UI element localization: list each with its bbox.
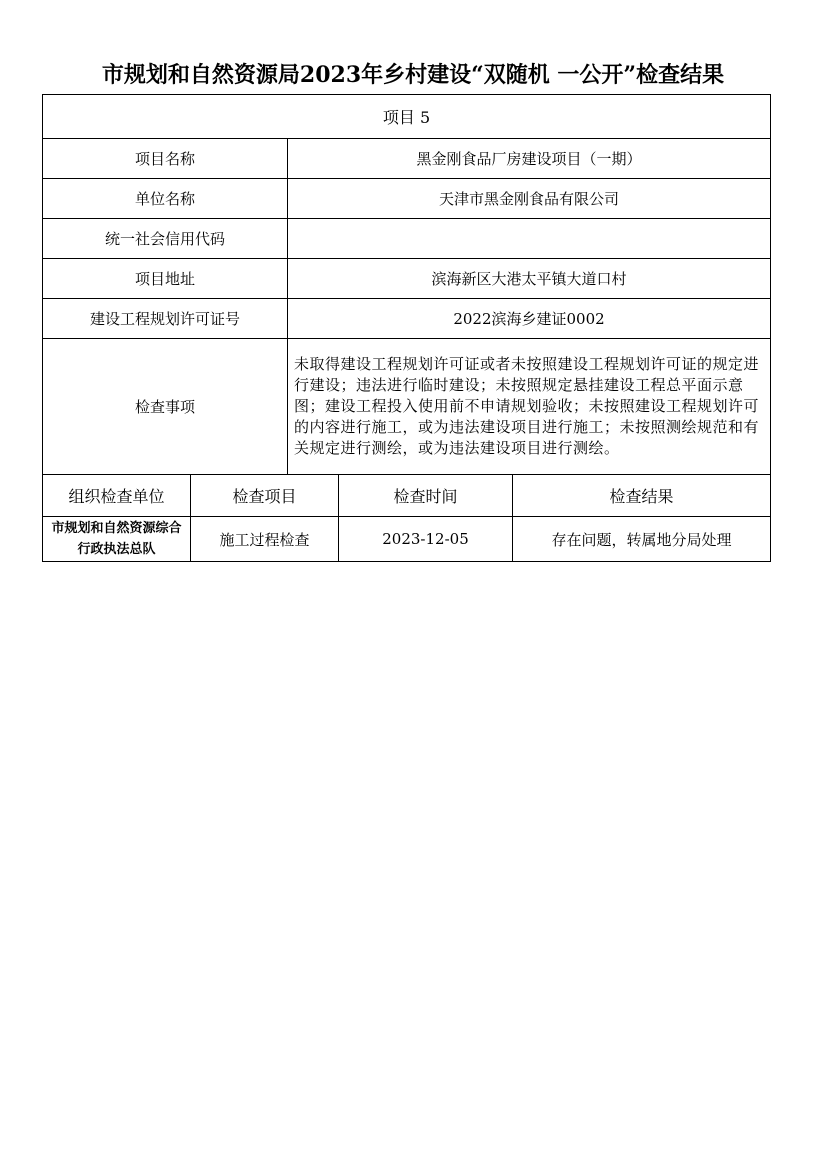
field-value: 滨海新区大港太平镇大道口村 (288, 259, 771, 299)
field-label: 统一社会信用代码 (43, 219, 288, 259)
field-row-unit-name (43, 179, 771, 219)
field-row-project-address (43, 259, 771, 299)
result-row (43, 517, 771, 562)
project-header-row (43, 95, 771, 139)
document-title: 市规划和自然资源局2023年乡村建设“双随机 一公开”检查结果 (101, 62, 725, 88)
field-row-credit-code (43, 219, 771, 259)
field-label: 项目地址 (43, 259, 288, 299)
inspection-result-table (42, 94, 771, 562)
inspection-matters-text: 未取得建设工程规划许可证或者未按照建设工程规划许可证的规定进行建设；违法进行临时建设；未按照规定悬挂建设工程总平面示意图；建设工程投入使用前不申请规划验收；未按照建设工程规划许可的内容进行施工，或为违法建设项目进行施工；未按照测绘规范和有关规定进行测绘，或为违法建设项目进行测绘。 (288, 339, 771, 475)
column-header: 组织检查单位 (43, 475, 191, 517)
result-unit: 市规划和自然资源综合行政执法总队 (43, 517, 191, 562)
result-date: 2023-12-05 (339, 517, 513, 562)
result-outcome: 存在问题，转属地分局处理 (513, 517, 771, 562)
field-row-project-name (43, 139, 771, 179)
field-value: 2022滨海乡建证0002 (288, 299, 771, 339)
field-value (288, 219, 771, 259)
field-value: 黑金刚食品厂房建设项目（一期） (288, 139, 771, 179)
field-label: 检查事项 (43, 339, 288, 475)
column-header: 检查时间 (339, 475, 513, 517)
column-header: 检查结果 (513, 475, 771, 517)
field-label: 单位名称 (43, 179, 288, 219)
field-row-inspection-matters (43, 339, 771, 475)
field-label: 建设工程规划许可证号 (43, 299, 288, 339)
column-header: 检查项目 (191, 475, 339, 517)
project-label: 项目 5 (43, 95, 771, 139)
result-item: 施工过程检查 (191, 517, 339, 562)
result-header-row (43, 475, 771, 517)
field-row-permit-number (43, 299, 771, 339)
field-value: 天津市黑金刚食品有限公司 (288, 179, 771, 219)
field-label: 项目名称 (43, 139, 288, 179)
